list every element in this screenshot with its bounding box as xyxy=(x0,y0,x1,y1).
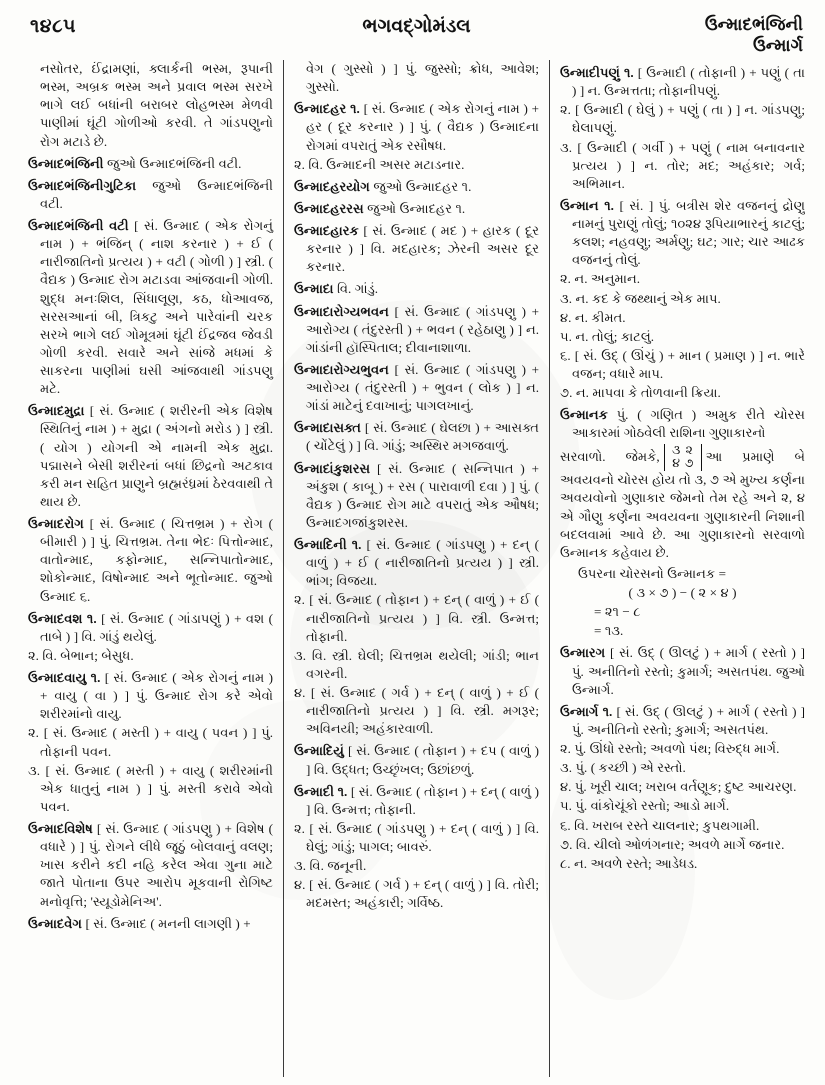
matrix-cell: ૩ xyxy=(671,442,681,457)
entry-sense xyxy=(560,328,805,346)
entry-definition-text: [ સં. ઉન્માદ ( મનની લાગણી ) + xyxy=(85,915,251,931)
entry-headword: ઉન્માદભંજિનીગુટિકા xyxy=(28,177,137,193)
entry-headword: ઉન્માદિની ૧. xyxy=(294,537,362,552)
book-title: ભગવદ્ગોમંડલ xyxy=(362,16,471,37)
dictionary-entry xyxy=(294,460,539,533)
entry-sense xyxy=(560,309,805,327)
dictionary-entry xyxy=(294,303,539,357)
entry-headword: ઉન્માર્ગ ૧. xyxy=(560,703,613,719)
entry-definition-text: [ સં. ઉન્માદ ( ગાંડાપણું ) + વશ ( તાબે ) ] વિ. ગાંડું થયેલું. xyxy=(40,610,273,644)
entry-headword: ઉન્માદહરરસ xyxy=(294,200,364,216)
entry-headword: ઉન્માદાંકુશરસ xyxy=(294,460,371,476)
entry-headword: ઉન્માદવશ ૧. xyxy=(28,610,97,626)
dictionary-entry xyxy=(560,197,805,270)
dictionary-entry xyxy=(28,515,273,606)
entry-headword: ઉન્માદારોગ્યભવન xyxy=(294,303,389,319)
entry-definition-text: ૪. [ સં. ઉન્માદ ( ગર્વ ) + દન્ ( વાળું ) ] વિ. તોરી; મદમસ્ત; અહંકારી; ગર્વિષ્ઠ. xyxy=(294,877,539,911)
entry-definition-text: [ ઉન્માદી ( તોફાની ) + પણું ( તા ) ] ન. ઉન્મત્તતા; તોફાનીપણું. xyxy=(572,65,805,99)
entry-headword: ઉન્માદભંજિની xyxy=(28,155,104,171)
entry-definition-text: [ સં. ઉન્માદ ( એક રોગનું નામ ) + વાયુ ( વા ) ] પું. ઉન્માદ રોગ કરે એવો શરીરમાંનો વાયુ. xyxy=(40,670,273,722)
dictionary-entry xyxy=(28,217,273,398)
entry-continuation xyxy=(294,60,539,96)
entry-headword: ઉન્માદિયું xyxy=(294,743,344,759)
entry-definition-text: જુઓ ઉન્માદભંજિની વટી. xyxy=(40,177,273,211)
entry-definition-text: ૩. [ ઉન્માદી ( ગર્વી ) + પણું ( નામ બનાવનાર પ્રત્યય ) ] ન. તોર; મદ; અહંકાર; ગર્વ; અભિમાન. xyxy=(560,139,805,191)
entry-definition-text: જુઓ ઉન્માદભંજિની વટી. xyxy=(107,155,242,171)
dictionary-entry xyxy=(294,200,539,218)
matrix-row xyxy=(670,444,696,458)
entry-definition-text: વેગ ( ગુસ્સો ) ] પું. જુસ્સો; ક્રોધ, આવેશ; ગુસ્સો. xyxy=(306,61,539,95)
entry-definition-text: [ સં. ઉન્માદ ( મદ ) + હારક ( દૂર કરનાર ) ] વિ. મદહારક; ઝેરની અસર દૂર કરનાર. xyxy=(306,223,539,275)
entry-sense xyxy=(294,647,539,683)
entry-definition-text: [ સં. ઉન્માદ ( ઘેલછા ) + આસક્ત ( ચોંટેલું ) ] વિ. ગાંડું; અસ્થિર મગજવાળું. xyxy=(306,420,539,454)
entry-definition-text: [ સં. ઉન્માદ ( ગાંડપણુ ) + દન્ ( વાળું ) + ઈ ( નારીજાતિનો પ્રત્યય ) ] સ્ત્રી. ભાંગ; વિજયા. xyxy=(306,537,539,589)
dictionary-entry xyxy=(560,703,805,739)
dictionary-entry xyxy=(294,742,539,778)
entry-definition-text: નસોતર, ઈંદ્રામણાં, ક્લાર્કની ભસ્મ, રૂપાની ભસ્મ, અબ્રક ભસ્મ અને પ્રવાલ ભસ્મ સરખે ભાગે લઈ બધાંની બરાબર લોહભસ્મ મેળવી પાણીમાં ઘૂંટી ગોળીઓ કરવી. તે ગાંડપણુનો રોગ મટાડે છે. xyxy=(40,61,273,149)
entry-definition-text: ૨. [ ઉન્માદી ( ઘેલું ) + પણું ( તા ) ] ન. ગાંડપણુ; ઘેલાપણું. xyxy=(560,102,805,136)
dictionary-entry xyxy=(294,419,539,455)
matrix-cell: ૨ xyxy=(685,442,693,457)
dictionary-entry xyxy=(294,536,539,590)
column-right xyxy=(550,60,805,1077)
entry-definition-text: [ સં. ઉન્માદ ( ગાંડપણુ ) + વિશેષ ( વધારે ) ] પું. રોગને લીધે જૂઠું બોલવાનું વલણ; ખાસ કરીને કદી નહિ કરેલ એવા ગુના માટે જાતે પોતાના ઉપર આરોપ મૂકવાની રોગિષ્ટ મનોવૃત્તિ; 'સ્યૂડોમેનિઅ'. xyxy=(40,821,273,909)
folio-number: ૧૪૮૫ xyxy=(30,16,77,37)
entry-sense xyxy=(560,740,805,758)
running-heads xyxy=(705,14,803,57)
dictionary-entry xyxy=(28,669,273,723)
entry-definition-text: ૨. વિ. ઉન્માદની અસર મટાડનાર. xyxy=(294,156,465,172)
entry-definition-text: ૨. પું. ઊંધો રસ્તો; અવળો પંથ; વિરુદ્ધ માર્ગ. xyxy=(560,741,780,757)
entry-sense xyxy=(560,759,805,777)
dictionary-entry xyxy=(294,280,539,298)
matrix-row xyxy=(670,457,696,471)
entry-headword: ઉન્માદવાયુ ૧. xyxy=(28,670,101,685)
entry-sense xyxy=(294,684,539,738)
entry-headword: ઉન્માદભંજિની વટી xyxy=(28,218,129,233)
entry-definition-text: જુઓ ઉન્માદહર ૧. xyxy=(373,178,472,194)
dictionary-entry xyxy=(28,155,273,173)
entry-sense xyxy=(560,290,805,308)
entry-sense xyxy=(560,384,805,402)
dictionary-entry xyxy=(560,406,805,442)
determinant-matrix xyxy=(664,444,702,472)
entry-definition-text: ૪. [ સં. ઉન્માદ ( ગર્વ ) + દન્ ( વાળું ) + ઈ ( નારીજાતિનો પ્રત્યય ) ] વિ. સ્ત્રી. મગરૂર; અવિનયી; અહંકારવાળી. xyxy=(294,685,539,737)
entry-definition-text: [ સં. ઉદ્ ( ઊલટું ) + માર્ગ ( રસ્તો ) ] પું. અનીતિનો રસ્તો; કુમાર્ગ; અસતપંથ. xyxy=(572,703,805,737)
entry-definition-text: [ સં. ઉન્માદ ( સન્નિપાત ) + અંકુશ ( કાબૂ ) + રસ ( પારાવાળી દવા ) ] પું. ( વૈદ્યક ) ઉન્માદ રોગ માટે વપરાતું એક ઔષધ; ઉન્માદગજાંકુશરસ. xyxy=(306,460,539,530)
entry-definition-text: [ સં. ઉદ્ ( ઊલટું ) + માર્ગ ( રસ્તો ) ] પું. અનીતિનો રસ્તો; કુમાર્ગ; અસતપંથ. જુઓ ઉન્માર્ગ. xyxy=(572,645,805,697)
entry-definition-text: [ સં. ] પું. બત્રીસ શેર વજનનું દ્રોણુ નામનું પુરાણું તોલું; ૧૦૨૪ રૂપિયાભારનું કાટલું; કલશ; નહવણુ; અર્મણુ; ઘટ; ગાર; ચાર આઢક વજનનું તોલું. xyxy=(572,197,805,268)
entry-definition-text: ૨. [ સં. ઉન્માદ ( ગાંડપણુ ) + દન્ ( વાળું ) ] વિ. ઘેલું; ગાંડું; પાગલ; બાવરું. xyxy=(294,820,539,854)
entry-definition-text: [ સં. ઉન્માદ ( શરીરની એક વિશેષ સ્થિતિનું નામ ) + મુદ્રા ( અંગનો મરોડ ) ] સ્ત્રી. ( યોગ ) યોગની એ નામની એક મુદ્રા. પદ્માસને બેસી શરીરનાં બધાં છિદ્રનો અટકાવ કરી મન સહિત પ્રાણુને બ્રહ્મરંધ્રમાં ઠેરવવાથી તે થાય છે. xyxy=(40,403,273,509)
dictionary-entry xyxy=(28,915,273,933)
entry-definition-text: ૨. [ સં. ઉન્માદ ( તોફાન ) + દન્ ( વાળું ) + ઈ ( નારીજાતિનો પ્રત્યય ) ] વિ. સ્ત્રી. ઉન્મત્ત; તોફાની. xyxy=(294,592,539,644)
dictionary-entry xyxy=(294,361,539,415)
dictionary-entry xyxy=(28,820,273,911)
math-equation-line: = ૧૩. xyxy=(594,623,624,639)
entry-sense xyxy=(294,857,539,875)
entry-definition-text: ૬. વિ. ખરાબ રસ્તે ચાલનાર; કુપથગામી. xyxy=(560,817,760,833)
entry-sense xyxy=(28,647,273,665)
entry-definition-text: ૩. વિ. જનૂની. xyxy=(294,858,367,874)
entry-definition-text: ૫. ન. તોલું; કાટલું. xyxy=(560,328,655,344)
entry-sense xyxy=(560,817,805,835)
entry-definition-text: ૩. વિ. સ્ત્રી. ઘેલી; ચિત્તભ્રમ થયેલી; ગાંડી; ભાન વગરની. xyxy=(294,647,539,681)
entry-sense xyxy=(294,156,539,174)
entry-headword: ઉન્માદમુદ્રા xyxy=(28,403,85,419)
entry-definition-text: ૩. ન. કદ કે જથ્થાનું એક માપ. xyxy=(560,290,721,306)
entry-definition-text: ૪. પું. ખૂરી ચાલ; ખરાબ વર્તણૂક; દુષ્ટ આચરણ. xyxy=(560,779,797,795)
entry-sense xyxy=(28,724,273,760)
dictionary-entry xyxy=(294,100,539,154)
entry-headword: ઉન્માદારોગ્યભુવન xyxy=(294,361,389,377)
entry-definition-text: વિ. ગાંડું. xyxy=(336,281,379,297)
dictionary-entry xyxy=(28,177,273,213)
entry-sense xyxy=(560,797,805,815)
entry-continuation xyxy=(28,60,273,151)
entry-definition-text: [ સં. ઉન્માદ ( ચિત્તભ્રમ ) + રોગ ( બીમારી ) ] પું. ચિત્તભ્રમ. તેના ભેદઃ પિત્તોન્માદ, વાતોન્માદ, કફોન્માદ, સન્નિપાતોન્માદ, શોકોન્માદ, વિષોન્માદ અને ભૂતોન્માદ. જુઓ ઉન્માદ ૬. xyxy=(40,516,273,604)
column-left xyxy=(28,60,283,1077)
entry-sense xyxy=(560,139,805,193)
entry-headword: ઉન્માદા xyxy=(294,281,334,297)
entry-definition-text: ૪. ન. કીમત. xyxy=(560,309,626,325)
entry-definition-text: પું. ( ગણિત ) અમુક રીતે ચોરસ આકારમાં ગોઠવેલી રાશિના ગુણાકારનો xyxy=(572,407,805,441)
entry-definition-text: [ સં. ઉન્માદ ( ગાંડપણુ ) + આરોગ્ય ( તંદુરસ્તી ) + ભુવન ( લોક ) ] ન. ગાંડાં માટેનું દવાખાનું; પાગલખાનું. xyxy=(306,361,539,414)
entry-headword: ઉન્માદહારક xyxy=(294,223,359,238)
entry-sense xyxy=(560,836,805,854)
entry-definition-text: [ સં. ઉન્માદ ( તોફાન ) + દપ ( વાળું ) ] વિ. ઉદ્ધત; ઉચ્છૃંખલ; ઉછાંછળું. xyxy=(306,743,539,777)
entry-sense xyxy=(28,762,273,816)
entry-definition-text: ૭. વિ. ચીલો ઓળંગનાર; અવળે માર્ગે જનાર. xyxy=(560,836,785,852)
entry-definition-text: ૫. પું. વાંકોચૂંકો રસ્તો; આડો માર્ગ. xyxy=(560,798,730,814)
entry-definition-text: ૨. [ સં. ઉન્માદ ( મસ્તી ) + વાયુ ( પવન ) ] પું. તોફાની પવન. xyxy=(28,725,273,759)
entry-sense xyxy=(560,855,805,873)
entry-definition-text: ૩. [ સં. ઉન્માદ ( મસ્તી ) + વાયુ ( શરીરમાંની એક ધાતુનું નામ ) ] પું. મસ્તી કરાવે એવો પવન. xyxy=(28,762,273,814)
math-intro-line: ઉપરના ચોરસનો ઉન્માનક = xyxy=(578,565,726,581)
running-head-first: ઉન્માદભંજિની xyxy=(704,15,803,34)
entry-sense xyxy=(560,270,805,288)
matrix-cell: ૭ xyxy=(684,456,694,471)
dictionary-entry xyxy=(560,644,805,698)
matrix-intro-text: સરવાળો. જેમકે, xyxy=(560,448,660,464)
entry-definition-text: ૨. ન. અનુમાન. xyxy=(560,271,640,287)
entry-headword: ઉન્માદરોગ xyxy=(28,516,84,531)
math-equation-line: ( ૩ × ૭ ) − ( ૨ × ૪ ) xyxy=(628,585,737,601)
dictionary-entry xyxy=(294,222,539,276)
entry-headword: ઉન્માદી ૧. xyxy=(294,783,348,799)
page-header xyxy=(30,14,803,62)
entry-definition-text: જુઓ ઉન્માદહર ૧. xyxy=(367,200,466,216)
matrix-cell: ૪ xyxy=(672,456,680,471)
dictionary-entry xyxy=(28,402,273,511)
entry-definition-text: ૬. [ સં. ઉદ્ ( ઊંચું ) + માન ( પ્રમાણ ) ] ન. ભારે વજન; વધારે માપ. xyxy=(560,347,805,381)
entry-sense xyxy=(294,876,539,912)
entry-headword: ઉન્માદવિશેષ xyxy=(28,821,93,836)
running-head-last: ઉન્માર્ગ xyxy=(753,36,803,56)
entry-definition-text: ૩. પું. ( કચ્છી ) એ રસ્તો. xyxy=(560,760,686,776)
entry-sense xyxy=(294,591,539,645)
determinant-example-paragraph xyxy=(560,444,805,562)
entry-headword: ઉન્માદાસક્ત xyxy=(294,420,361,436)
dictionary-entry xyxy=(560,64,805,100)
entry-definition-text: ૭. ન. માપવા કે તોળવાની ક્રિયા. xyxy=(560,385,721,401)
matrix-following-text: આ પ્રમાણે બે અવયવનો ચોરસ હોય તો ૩, ૭ એ મુખ્ય કર્ણના અવયવોનો ગુણાકાર જેમનો તેમ રહે અને ૨, ૪ એ ગૌણુ કર્ણના અવયવના ગુણાકારની નિશાની બદલવામાં આવે છે. આ ગુણાકારનો સરવાળો ઉન્માનક કહેવાય છે. xyxy=(560,448,805,560)
column-middle xyxy=(283,60,550,1077)
entry-headword: ઉન્માદહર ૧. xyxy=(294,101,360,117)
dictionary-entry xyxy=(294,178,539,196)
entry-definition-text: ૨. વિ. બેભાન; બેસુધ. xyxy=(28,647,134,663)
dictionary-entry xyxy=(28,610,273,646)
entry-definition-text: ૮. ન. અવળે રસ્તે; આડેધડ. xyxy=(560,855,698,871)
entry-sense xyxy=(560,778,805,796)
entry-sense xyxy=(294,820,539,856)
entry-headword: ઉન્માદહરયોગ xyxy=(294,178,370,194)
entry-definition-text: [ સં. ઉન્માદ ( એક રોગનું નામ ) + હર ( દૂર કરનાર ) ] પું. ( વૈદ્યક ) ઉન્માદના રોગમાં વપરાતું એક રસૌષધ. xyxy=(306,101,539,153)
entry-definition-text: [ સં. ઉન્માદ ( ગાંડપણુ ) + આરોગ્ય ( તંદુરસ્તી ) + ભવન ( રહેઠાણુ ) ] ન. ગાંડાંની હૉસ્પિતાલ; દીવાનાશાળા. xyxy=(306,303,539,355)
entry-definition-text: [ સં. ઉન્માદ ( એક રોગનું નામ ) + ભંજિન્ ( નાશ કરનાર ) + ઈ ( નારીજાતિનો પ્રત્યય ) + વટી ( ગોળી ) ] સ્ત્રી. ( વૈદ્યક ) ઉન્માદ રોગ મટાડવા આંજવાની ગોળી. શુદ્ધ મનઃશિલ, સિંધાલૂણ, કઠ, ધોઆવજ, સરસઆનાં બી, ત્રિકટુ અને પારેવાંની ચરક સરખે ભાગે લઈ ગોમૂત્રમાં ઘૂંટી ઈંદ્રજવ જેવડી ગોળી કરવી. સવારે અને સાંજે મધમાં કે સાકરના પાણીમાં ઘસી આંજવાથી ગાંડપણુ મટે. xyxy=(40,218,273,397)
entry-headword: ઉન્માદીપણું ૧. xyxy=(560,65,634,80)
math-equation-line: = ૨૧ − ૮ xyxy=(594,604,641,620)
entry-headword: ઉન્માદવેગ xyxy=(28,915,82,931)
entry-headword: ઉન્માનક xyxy=(560,407,608,423)
column-container xyxy=(28,60,805,1077)
entry-headword: ઉન્મારગ xyxy=(560,645,606,661)
dictionary-entry xyxy=(294,783,539,819)
entry-sense xyxy=(560,347,805,383)
entry-definition-text: [ સં. ઉન્માદ ( તોફાન ) + દન્ ( વાળું ) ] વિ. ઉન્મત્ત; તોફાની. xyxy=(306,783,539,817)
entry-headword: ઉન્માન ૧. xyxy=(560,197,614,213)
entry-sense xyxy=(560,101,805,137)
